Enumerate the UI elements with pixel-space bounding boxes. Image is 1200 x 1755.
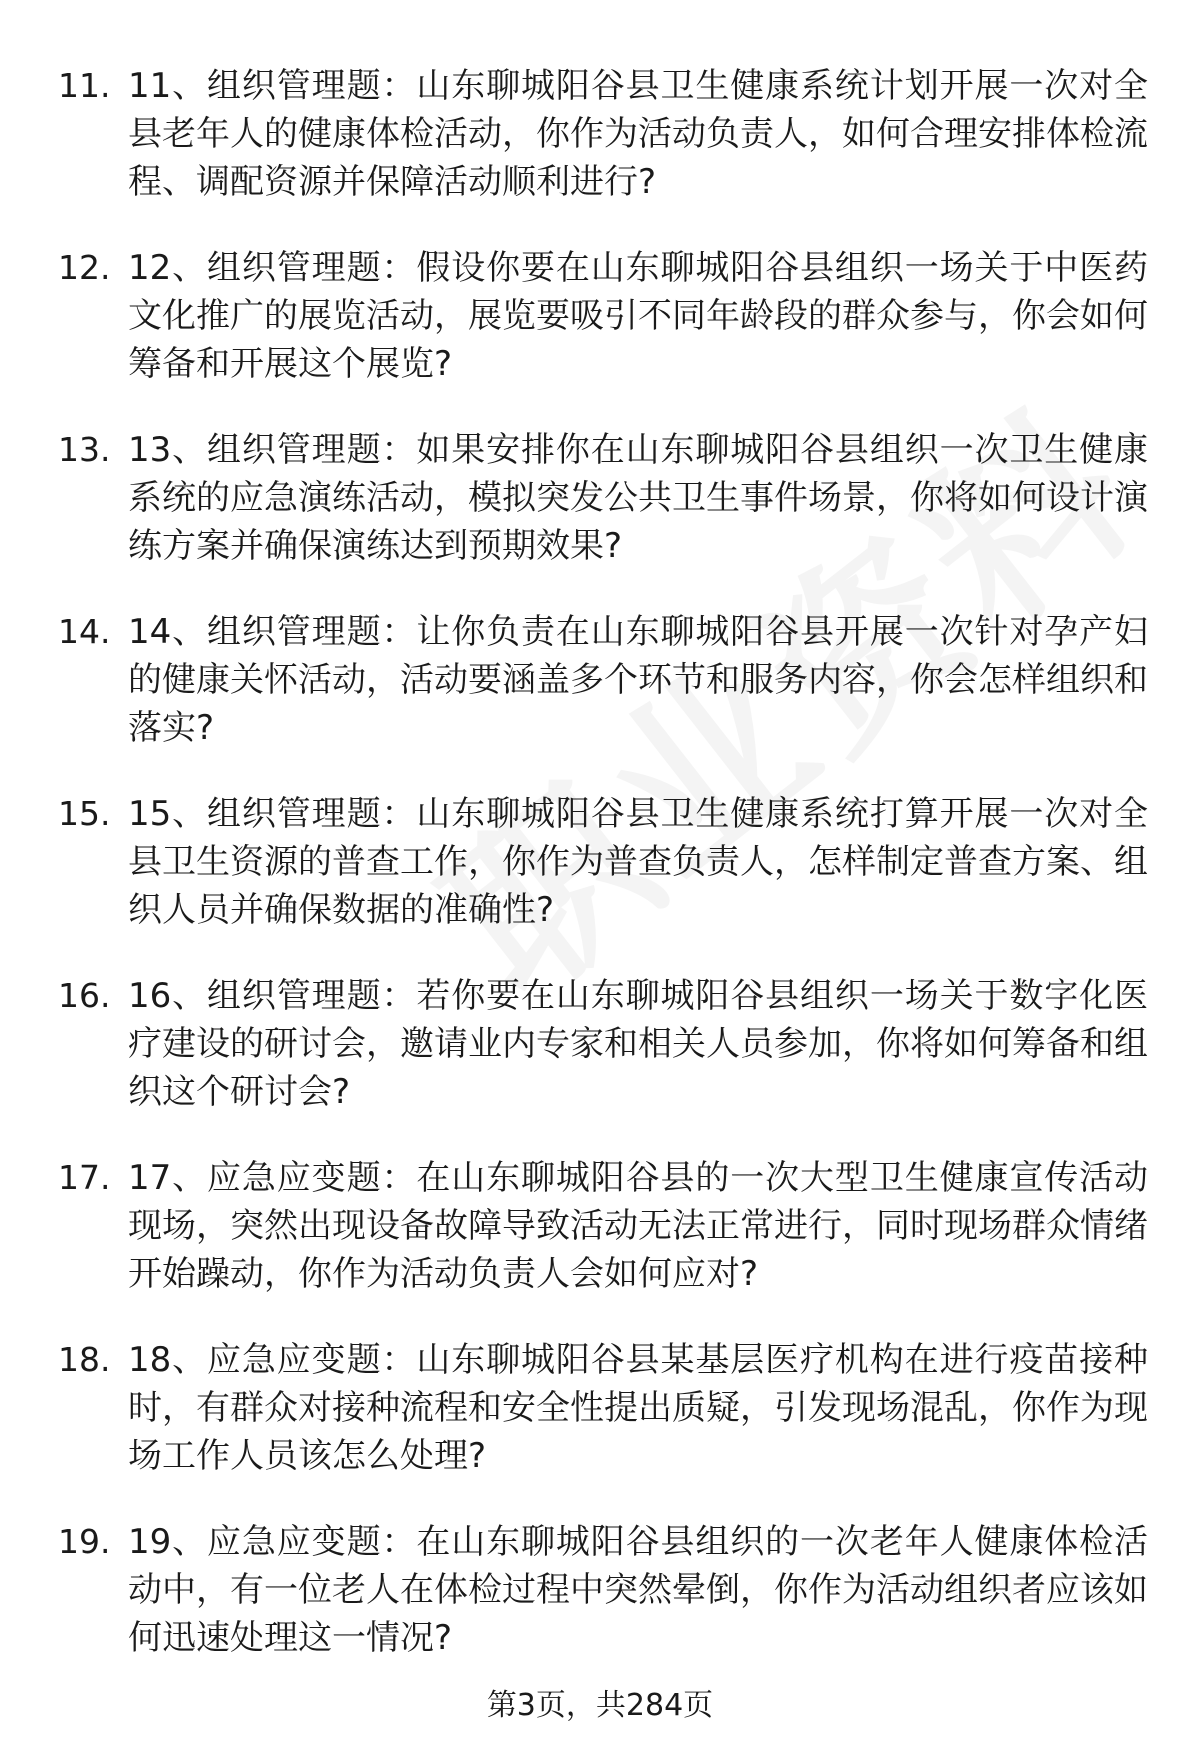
question-text: 14、组织管理题：让你负责在山东聊城阳谷县开展一次针对孕产妇的健康关怀活动，活动要涵盖多个环节和服务内容，你会怎样组织和落实? — [128, 612, 1148, 748]
question-number: 19. — [58, 1522, 111, 1561]
list-item — [58, 1518, 1148, 1662]
question-number: 15. — [58, 794, 111, 833]
question-number: 18. — [58, 1340, 111, 1379]
question-text: 19、应急应变题：在山东聊城阳谷县组织的一次老年人健康体检活动中，有一位老人在体检过程中突然晕倒，你作为活动组织者应该如何迅速处理这一情况? — [128, 1522, 1148, 1658]
list-item — [58, 790, 1148, 934]
question-number: 14. — [58, 612, 111, 651]
question-text: 11、组织管理题：山东聊城阳谷县卫生健康系统计划开展一次对全县老年人的健康体检活动，你作为活动负责人，如何合理安排体检流程、调配资源并保障活动顺利进行? — [128, 66, 1148, 202]
question-number: 17. — [58, 1158, 111, 1197]
list-item — [58, 608, 1148, 752]
question-number: 16. — [58, 976, 111, 1015]
list-item — [58, 972, 1148, 1116]
question-text: 17、应急应变题：在山东聊城阳谷县的一次大型卫生健康宣传活动现场，突然出现设备故障导致活动无法正常进行，同时现场群众情绪开始躁动，你作为活动负责人会如何应对? — [128, 1158, 1148, 1294]
question-text: 16、组织管理题：若你要在山东聊城阳谷县组织一场关于数字化医疗建设的研讨会，邀请业内专家和相关人员参加，你将如何筹备和组织这个研讨会? — [128, 976, 1148, 1112]
list-item — [58, 1336, 1148, 1480]
question-list — [58, 62, 1148, 1700]
list-item — [58, 244, 1148, 388]
page-footer: 第3页，共284页 — [486, 1688, 714, 1723]
question-number: 12. — [58, 248, 111, 287]
list-item — [58, 426, 1148, 570]
question-text: 15、组织管理题：山东聊城阳谷县卫生健康系统打算开展一次对全县卫生资源的普查工作，你作为普查负责人，怎样制定普查方案、组织人员并确保数据的准确性? — [128, 794, 1148, 930]
question-text: 18、应急应变题：山东聊城阳谷县某基层医疗机构在进行疫苗接种时，有群众对接种流程和安全性提出质疑，引发现场混乱，你作为现场工作人员该怎么处理? — [128, 1340, 1148, 1476]
list-item — [58, 1154, 1148, 1298]
question-text: 12、组织管理题：假设你要在山东聊城阳谷县组织一场关于中医药文化推广的展览活动，展览要吸引不同年龄段的群众参与，你会如何筹备和开展这个展览? — [128, 248, 1148, 384]
list-item — [58, 62, 1148, 206]
question-number: 13. — [58, 430, 111, 469]
question-text: 13、组织管理题：如果安排你在山东聊城阳谷县组织一次卫生健康系统的应急演练活动，模拟突发公共卫生事件场景，你将如何设计演练方案并确保演练达到预期效果? — [128, 430, 1148, 566]
question-number: 11. — [58, 66, 111, 105]
